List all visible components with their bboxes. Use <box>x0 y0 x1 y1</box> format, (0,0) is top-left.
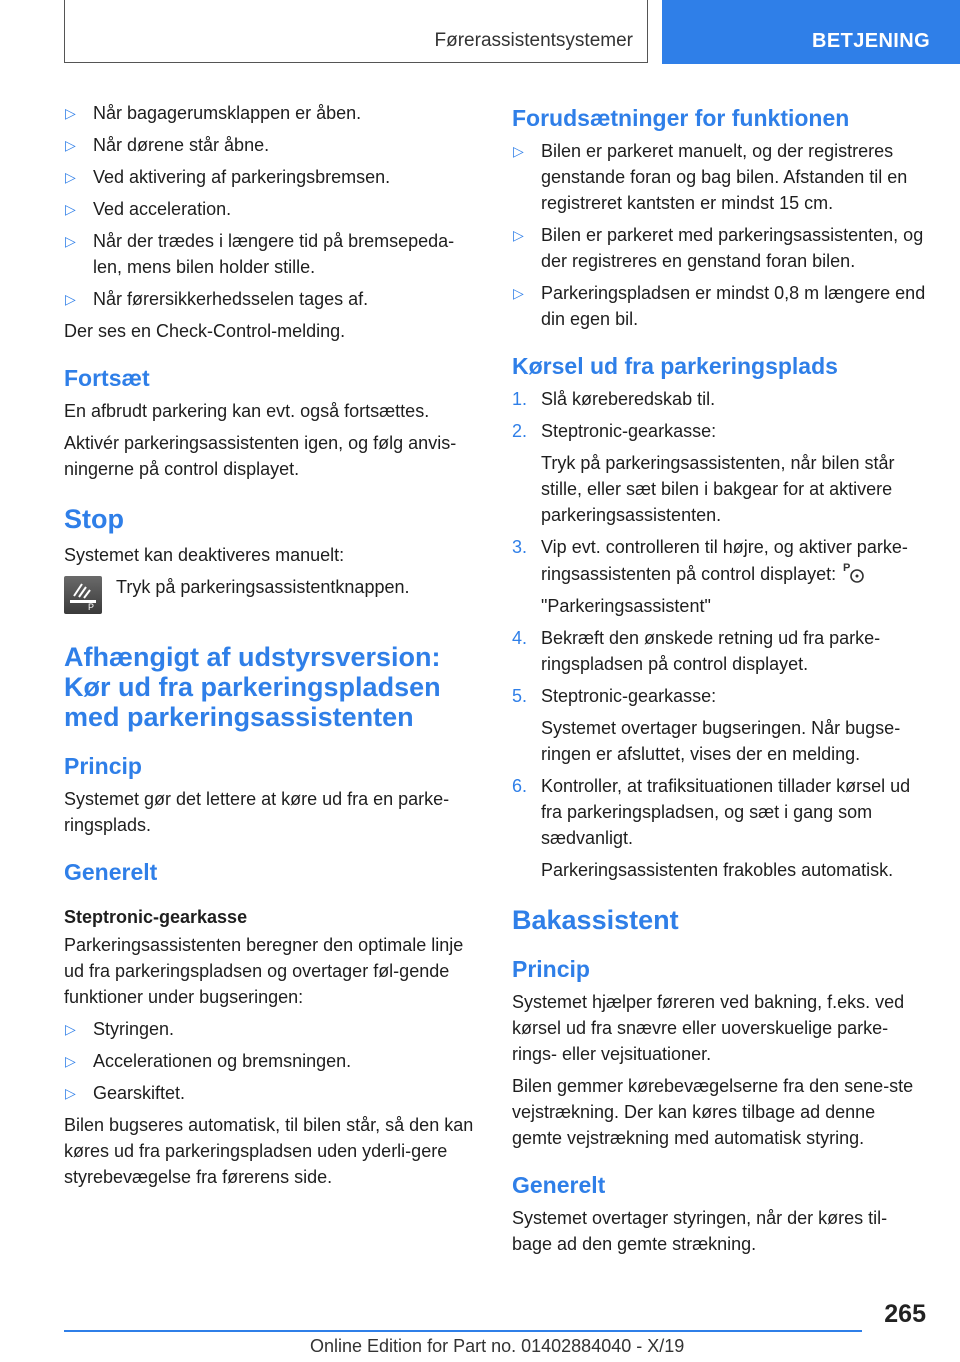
paragraph: Systemet overtager styringen, når der køres til-bage ad den gemte strækning. <box>512 1208 888 1254</box>
button-instruction-text: Tryk på parkeringsassistentknappen. <box>116 577 410 597</box>
chapter-tab-label: BETJENING <box>812 30 931 52</box>
step-sub-text: Systemet overtager bugseringen. Når bugse-ringen er afsluttet, vises der en melding. <box>541 718 901 764</box>
paragraph: Systemet hjælper føreren ved bakning, f.eks. ved kørsel ud fra snævre eller uoverskuelige parke-rings- eller vejsituationer. <box>512 992 905 1064</box>
triangle-right-icon: ▷ <box>65 105 76 121</box>
list-item: ▷ Når dørene står åbne. <box>64 132 478 158</box>
step-item: 1. Slå køreberedskab til. <box>512 389 716 409</box>
heading-bakassistent: Bakassistent <box>512 905 679 935</box>
svg-text:P: P <box>843 562 851 574</box>
triangle-right-icon: ▷ <box>65 1021 76 1037</box>
triangle-right-icon: ▷ <box>65 201 76 217</box>
heading-princip: Princip <box>512 956 590 982</box>
section-title: Førerassistentsystemer <box>434 30 633 51</box>
chapter-tab <box>662 0 960 64</box>
paragraph: Parkeringsassistenten beregner den optimale linje ud fra parkeringspladsen og overtager føl-gende funktioner under bugseringen: <box>64 935 464 1007</box>
step-sub-text: Parkeringsassistenten frakobles automatisk. <box>541 860 894 880</box>
triangle-right-icon: ▷ <box>513 143 524 159</box>
list-item: ▷ Styringen. <box>64 1016 478 1042</box>
list-item: ▷ Ved aktivering af parkeringsbremsen. <box>64 164 478 190</box>
left-column <box>64 100 478 1196</box>
triangle-right-icon: ▷ <box>65 1053 76 1069</box>
step-item: 6. Kontroller, at trafiksituationen tillader kørsel ud fra parkeringspladsen, og sæt i gang som sædvanligt. <box>512 776 911 848</box>
right-column <box>512 100 926 1263</box>
step-item: 2. Steptronic-gearkasse: <box>512 421 717 441</box>
heading-afhaengigt: Afhængigt af udstyrsversion: Kør ud fra parkeringspladsen med parkeringsassistenten <box>64 642 441 732</box>
list-item: ▷ Når der trædes i længere tid på bremsepeda-len, mens bilen holder stille. <box>64 228 478 280</box>
parking-assistant-button-icon <box>64 576 102 614</box>
heading-stop: Stop <box>64 504 124 534</box>
header-section-box <box>64 0 648 63</box>
step-item: 3. Vip evt. controlleren til højre, og aktiver parke-ringsassistenten på control displayet: P <box>512 537 908 584</box>
triangle-right-icon: ▷ <box>65 137 76 153</box>
paragraph: En afbrudt parkering kan evt. også fortsættes. <box>64 401 430 421</box>
subheading-steptronic: Steptronic-gearkasse <box>64 907 248 927</box>
heading-forudsaetninger: Forudsætninger for funktionen <box>512 105 850 131</box>
page-number: 265 <box>884 1300 926 1328</box>
step-item: 5. Steptronic-gearkasse: <box>512 686 717 706</box>
paragraph: Systemet kan deaktiveres manuelt: <box>64 545 345 565</box>
heading-fortsaet: Fortsæt <box>64 365 150 391</box>
heading-korsel: Kørsel ud fra parkeringsplads <box>512 353 838 379</box>
triangle-right-icon: ▷ <box>513 227 524 243</box>
step-sub-text: Tryk på parkeringsassistenten, når bilen står stille, eller sæt bilen i bakgear for at aktivere parkeringsassistenten. <box>541 453 895 525</box>
step-item: 4. Bekræft den ønskede retning ud fra parke-ringspladsen på control displayet. <box>512 628 881 674</box>
edition-text: Online Edition for Part no. 01402884040 - X/19 <box>310 1336 685 1356</box>
triangle-right-icon: ▷ <box>65 291 76 307</box>
list-item: ▷ Når førersikkerhedsselen tages af. <box>64 286 478 312</box>
paragraph: Bilen bugseres automatisk, til bilen står, så den kan køres ud fra parkeringspladsen uden yderli-gere styrebevægelse fra førerens side. <box>64 1115 474 1187</box>
page-header <box>0 0 960 66</box>
list-item: ▷ Bilen er parkeret manuelt, og der registreres genstande foran og bag bilen. Afstanden til en registreret kantsten er mindst 15 cm. <box>512 138 926 216</box>
paragraph: Bilen gemmer kørebevægelserne fra den sene-ste vejstrækning. Der kan køres tilbage ad denne gemte vejstrækning med automatisk styring. <box>512 1076 914 1148</box>
heading-generelt: Generelt <box>64 859 158 885</box>
list-item: ▷ Når bagagerumsklappen er åben. <box>64 100 478 126</box>
list-item: ▷ Ved acceleration. <box>64 196 478 222</box>
heading-princip: Princip <box>64 753 142 779</box>
triangle-right-icon: ▷ <box>513 285 524 301</box>
list-item: ▷ Parkeringspladsen er mindst 0,8 m længere end din egen bil. <box>512 280 926 332</box>
triangle-right-icon: ▷ <box>65 233 76 249</box>
list-item: ▷ Accelerationen og bremsningen. <box>64 1048 478 1074</box>
paragraph: Systemet gør det lettere at køre ud fra en parke-ringsplads. <box>64 789 450 835</box>
check-control-text: Der ses en Check-Control-melding. <box>64 321 346 341</box>
triangle-right-icon: ▷ <box>65 1085 76 1101</box>
triangle-right-icon: ▷ <box>65 169 76 185</box>
footer-divider <box>64 1330 862 1332</box>
svg-text:P: P <box>88 602 95 612</box>
heading-generelt: Generelt <box>512 1172 606 1198</box>
parking-assistant-display-icon <box>842 560 866 584</box>
list-item: ▷ Bilen er parkeret med parkeringsassistenten, og der registreres en genstand foran bilen. <box>512 222 926 274</box>
list-item: ▷ Gearskiftet. <box>64 1080 478 1106</box>
step-sub-text: "Parkeringsassistent" <box>541 596 711 616</box>
button-instruction <box>64 574 478 618</box>
paragraph: Aktivér parkeringsassistenten igen, og følg anvis-ningerne på control displayet. <box>64 433 457 479</box>
